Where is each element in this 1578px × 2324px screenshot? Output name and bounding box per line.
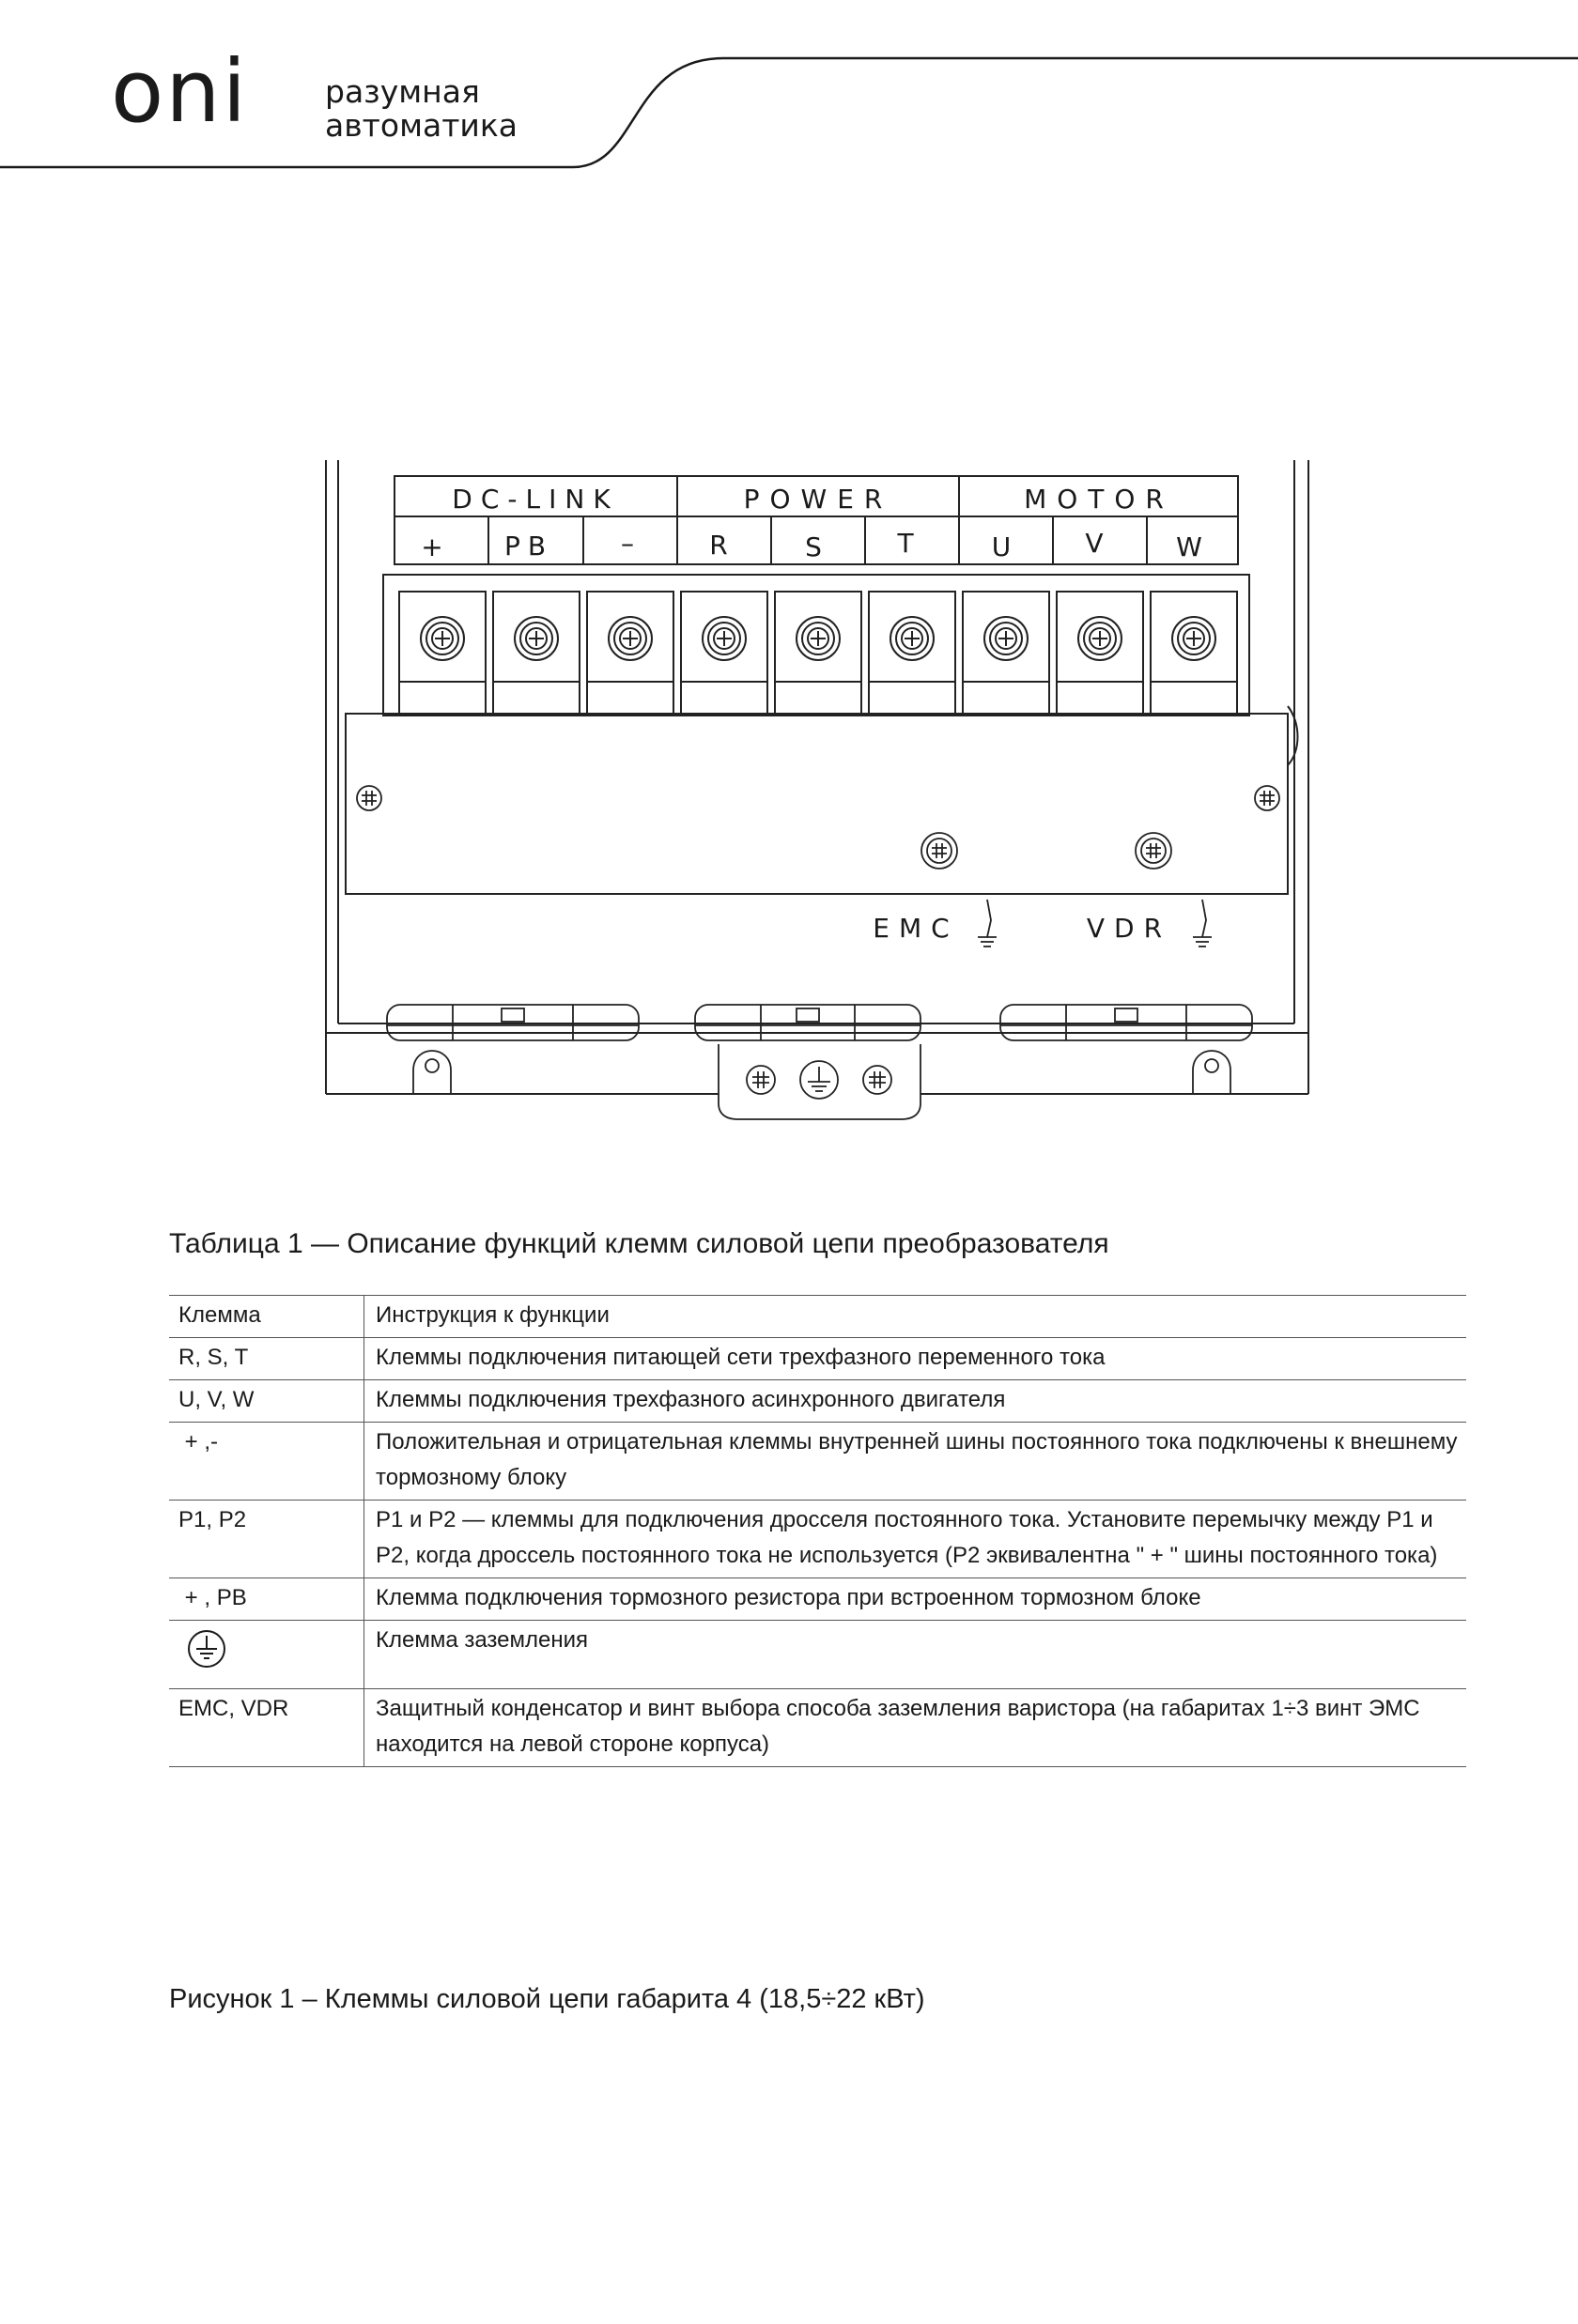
row-description: Клемма подключения тормозного резистора при встроенном тормозном блоке <box>364 1578 1467 1621</box>
group-label-motor: MOTOR <box>1024 484 1174 515</box>
figure-caption: Рисунок 1 – Клеммы силовой цепи габарита 4 (18,5÷22 кВт) <box>169 1984 925 2014</box>
tagline-line1: разумная <box>325 73 480 110</box>
group-label-power: POWER <box>743 484 893 515</box>
vdr-label: VDR <box>1086 913 1172 944</box>
row-terminal: EMC, VDR <box>169 1689 364 1767</box>
row-terminal: + , PB <box>169 1578 364 1621</box>
terminal-label: W <box>1176 531 1202 562</box>
header-terminal: Клемма <box>169 1296 364 1338</box>
terminal-label: S <box>805 531 822 562</box>
group-label-dc-link: DC-LINK <box>452 484 619 515</box>
terminal-table <box>169 1295 1466 1767</box>
row-terminal: R, S, T <box>169 1338 364 1380</box>
row-terminal: U, V, W <box>169 1380 364 1423</box>
row-description: P1 и P2 — клеммы для подключения дросселя постоянного тока. Установите перемычку между P1 и P2, когда дроссель постоянного тока не используется (P2 эквивалентна " + " шины постоянного тока) <box>364 1501 1467 1578</box>
tagline-line2: автоматика <box>325 107 518 144</box>
terminal-label: + <box>421 531 443 562</box>
row-description: Клеммы подключения трехфазного асинхронного двигателя <box>364 1380 1467 1423</box>
row-description: Клемма заземления <box>364 1621 1467 1689</box>
brand-logo: oni <box>111 41 249 142</box>
row-description: Защитный конденсатор и винт выбора способа заземления варистора (на габаритах 1÷3 винт ЭМС находится на левой стороне корпуса) <box>364 1689 1467 1767</box>
row-terminal-ground <box>169 1621 364 1689</box>
terminal-label: PB <box>503 531 554 562</box>
row-description: Положительная и отрицательная клеммы внутренней шины постоянного тока подключены к внешнему тормозному блоку <box>364 1423 1467 1501</box>
table-row <box>169 1380 1466 1423</box>
table-row <box>169 1689 1466 1767</box>
terminal-label: R <box>709 530 728 561</box>
terminal-label: – <box>621 528 634 559</box>
terminal-label: U <box>991 531 1012 562</box>
table-caption: Таблица 1 — Описание функций клемм силовой цепи преобразователя <box>169 1228 1109 1259</box>
ground-icon <box>186 1628 227 1670</box>
row-terminal: + ,- <box>169 1423 364 1501</box>
table-header-row <box>169 1296 1466 1338</box>
table-row <box>169 1501 1466 1578</box>
header-description: Инструкция к функции <box>364 1296 1467 1338</box>
row-description: Клеммы подключения питающей сети трехфазного переменного тока <box>364 1338 1467 1380</box>
row-terminal: P1, P2 <box>169 1501 364 1578</box>
table-row <box>169 1338 1466 1380</box>
table-row <box>169 1423 1466 1501</box>
table-row <box>169 1621 1466 1689</box>
table-row <box>169 1578 1466 1621</box>
terminal-label: V <box>1085 528 1104 559</box>
emc-label: EMC <box>873 913 959 944</box>
terminal-label: T <box>897 528 914 559</box>
